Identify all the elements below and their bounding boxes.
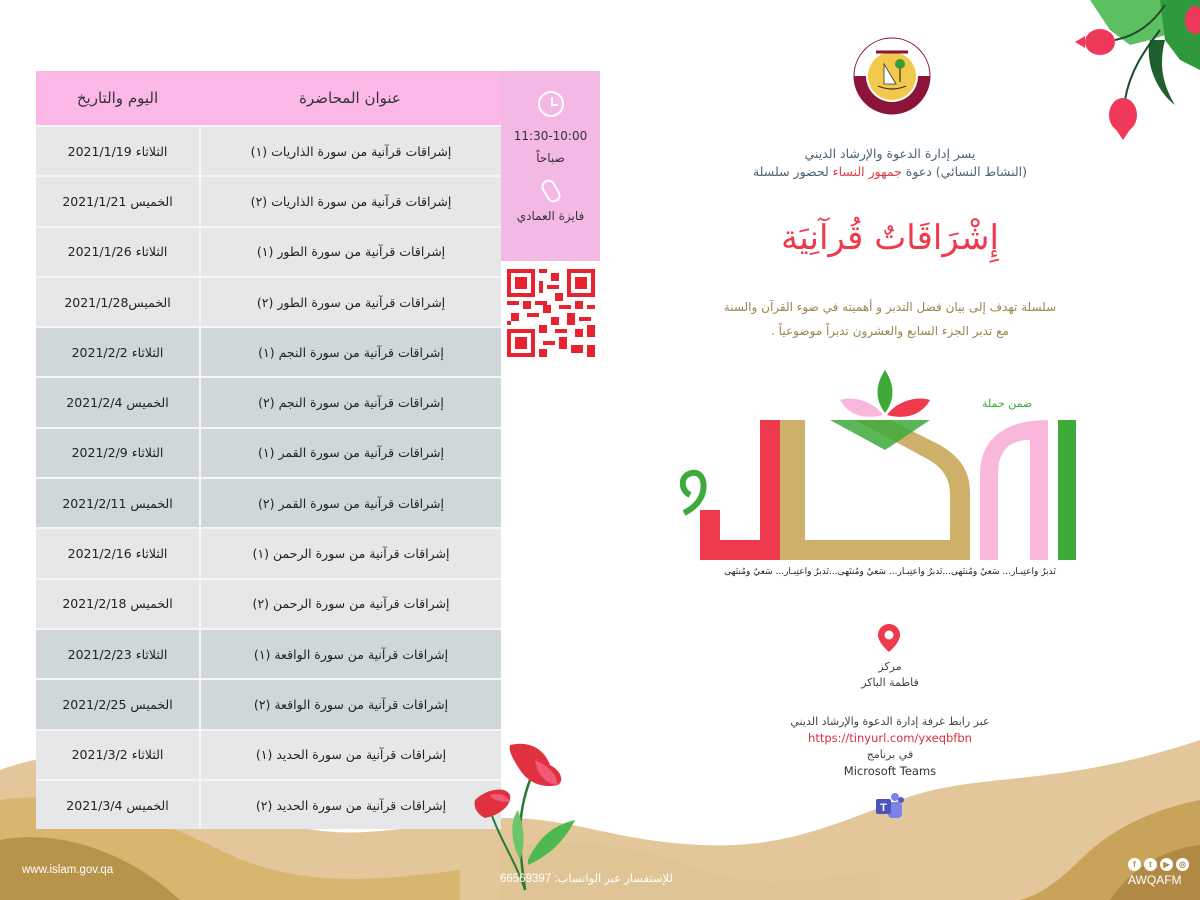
clock-icon <box>538 91 564 117</box>
lecture-title-cell: إشراقات قرآنية من سورة الطور (٢) <box>199 278 501 326</box>
intro-highlight: جمهور النساء <box>832 164 902 179</box>
lecture-date-cell: الخميس 2021/2/11 <box>62 495 173 511</box>
campaign-logo <box>680 365 1080 565</box>
intro-text <box>640 145 1140 181</box>
lecture-title-cell: إشراقات قرآنية من سورة القمر (٢) <box>199 479 501 527</box>
table-row <box>36 779 501 829</box>
lecture-date-cell: الثلاثاء 2021/1/19 <box>67 143 168 159</box>
lecture-title-cell: إشراقات قرآنية من سورة القمر (١) <box>199 429 501 477</box>
microsoft-teams-icon <box>874 792 904 820</box>
table-row <box>36 678 501 728</box>
social-handle: AWQAFM <box>1128 873 1182 887</box>
announcement-panel <box>640 0 1140 900</box>
table-row <box>36 427 501 477</box>
lecture-title-cell: إشراقات قرآنية من سورة الذاريات (١) <box>199 127 501 175</box>
table-row <box>36 276 501 326</box>
youtube-icon[interactable]: ▶ <box>1160 858 1173 871</box>
microphone-icon <box>538 177 562 205</box>
intro-line-2-pre: (النشاط النسائي) دعوة <box>901 164 1028 179</box>
table-row <box>36 578 501 628</box>
series-desc-line-1: سلسلة تهدف إلى بيان فضل التدبر و أهميته في ضوء القرآن والسنة <box>723 300 1057 314</box>
header-lecture-title: عنوان المحاضرة <box>299 89 401 107</box>
lecture-title-cell: إشراقات قرآنية من سورة الرحمن (٢) <box>199 580 501 628</box>
intro-line-1: يسر إدارة الدعوة والإرشاد الديني <box>804 146 976 161</box>
lecture-title-cell: إشراقات قرآنية من سورة الذاريات (٢) <box>199 177 501 225</box>
lecture-date-cell: الثلاثاء 2021/3/2 <box>71 747 164 763</box>
ministry-emblem-logo <box>852 36 932 116</box>
lecture-schedule-table <box>36 71 501 829</box>
intro-line-2 <box>640 163 1140 181</box>
header-day-date: اليوم والتاريخ <box>76 89 159 107</box>
lecture-title-cell: إشراقات قرآنية من سورة الطور (١) <box>199 228 501 276</box>
instagram-icon[interactable]: ◎ <box>1176 858 1189 871</box>
table-row <box>36 326 501 376</box>
location-pin-icon <box>878 624 900 652</box>
social-icons <box>1128 858 1189 871</box>
table-row <box>36 376 501 426</box>
lecture-date-cell: الثلاثاء 2021/1/26 <box>67 244 168 260</box>
meeting-link[interactable]: https://tinyurl.com/yxeqbfbn <box>808 731 972 745</box>
lecture-title-cell: إشراقات قرآنية من سورة النجم (١) <box>199 328 501 376</box>
session-period: صباحاً <box>536 151 565 165</box>
lecture-title-cell: إشراقات قرآنية من سورة الواقعة (٢) <box>199 680 501 728</box>
lecture-date-cell: الخميس2021/1/28 <box>64 294 171 310</box>
lecture-date-cell: الثلاثاء 2021/2/23 <box>67 646 168 662</box>
series-title: إِشْرَاقَاتٌ قُرآنِيَة <box>781 218 999 258</box>
location-line-1: مركز <box>878 660 902 673</box>
table-row <box>36 226 501 276</box>
website-link[interactable]: www.islam.gov.qa <box>22 864 114 876</box>
lecture-title-cell: إشراقات قرآنية من سورة الحديد (١) <box>199 731 501 779</box>
lecture-date-cell: الثلاثاء 2021/2/2 <box>71 344 164 360</box>
lecture-title-cell: إشراقات قرآنية من سورة الواقعة (١) <box>199 630 501 678</box>
location-line-2: فاطمة الباكر <box>861 676 919 689</box>
facebook-icon[interactable]: f <box>1128 858 1141 871</box>
session-time: 11:30-10:00 <box>513 129 588 143</box>
table-row <box>36 175 501 225</box>
intro-line-2-post: لحضور سلسلة <box>752 164 833 179</box>
table-header <box>36 71 501 125</box>
svg-text:T: T <box>880 802 887 814</box>
table-row <box>36 628 501 678</box>
table-row <box>36 477 501 527</box>
lecture-date-cell: الثلاثاء 2021/2/9 <box>71 445 164 461</box>
qr-code[interactable] <box>503 265 599 361</box>
series-description <box>640 295 1140 343</box>
session-info-panel <box>501 71 600 261</box>
lecture-date-cell: الخميس 2021/1/21 <box>62 193 173 209</box>
campaign-label: ضمن حملة <box>982 397 1033 410</box>
app-name: Microsoft Teams <box>843 764 937 778</box>
online-room-text: عبر رابط غرفة إدارة الدعوة والإرشاد الديني <box>790 715 990 728</box>
lecture-date-cell: الخميس 2021/2/25 <box>62 696 173 712</box>
lecture-date-cell: الخميس 2021/2/18 <box>62 596 173 612</box>
lecture-title-cell: إشراقات قرآنية من سورة النجم (٢) <box>199 378 501 426</box>
lecture-title-cell: إشراقات قرآنية من سورة الحديد (٢) <box>199 781 501 829</box>
whatsapp-inquiry: للإستفسار عبر الواتساب: 66569397 <box>500 873 673 885</box>
speaker-name: فايزة العمادي <box>516 209 585 223</box>
lecture-title-cell: إشراقات قرآنية من سورة الرحمن (١) <box>199 529 501 577</box>
twitter-icon[interactable]: t <box>1144 858 1157 871</box>
table-row <box>36 125 501 175</box>
table-row <box>36 527 501 577</box>
lecture-date-cell: الخميس 2021/2/4 <box>66 395 169 411</box>
campaign-slogan: تَدبرٌ واعتِبـار... سَعيٌ ومُنتَهى...تَدبرٌ واعتِبـار... سَعيٌ ومُنتَهى...تَدبرٌ واعتِبـار... سَعيٌ ومُنتَهى <box>724 567 1056 577</box>
table-row <box>36 729 501 779</box>
program-text: في برنامج <box>866 748 914 761</box>
lecture-date-cell: الثلاثاء 2021/2/16 <box>67 546 168 562</box>
lecture-date-cell: الخميس 2021/3/4 <box>66 797 169 813</box>
series-desc-line-2: مع تدبر الجزء السابع والعشرون تدبراً موضوعياً . <box>771 324 1009 338</box>
